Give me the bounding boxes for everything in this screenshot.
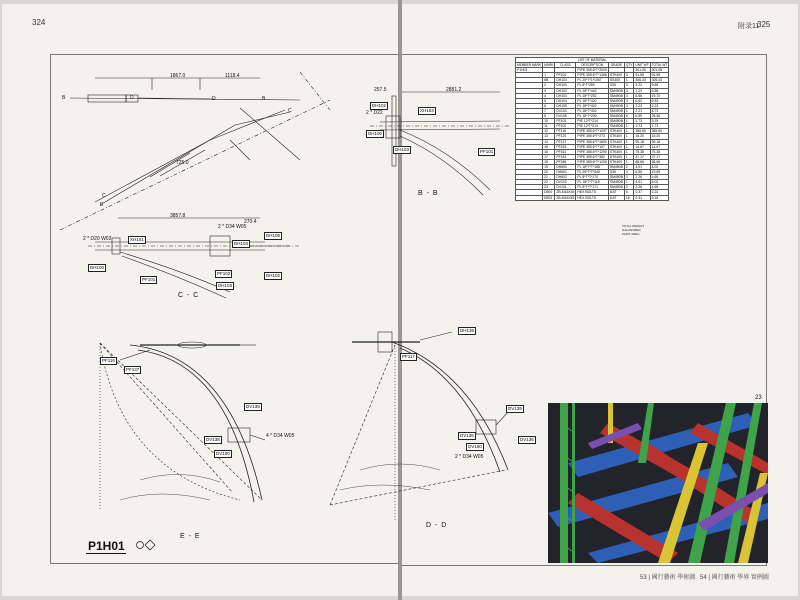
- bom-cell: 5: [543, 98, 555, 103]
- bom-cell: 75.38: [634, 149, 650, 154]
- steel-structure-3d-render: [548, 403, 768, 563]
- bolt-note-ee: 4 * D34 W05: [266, 433, 295, 439]
- bom-cell: PIPE 355.6*T*1205: [577, 159, 607, 164]
- bom-cell: 1: [624, 119, 634, 124]
- bom-cell: PF120: [555, 134, 576, 139]
- bom-cell: PL 8*T*T*170: [576, 175, 608, 180]
- bom-cell: S35: [608, 83, 624, 88]
- bom-cell: 16: [543, 149, 555, 154]
- bom-column-header: TOTAL WT: [651, 63, 668, 68]
- tag-dh102: DH102: [266, 273, 281, 278]
- bom-column-header: DESCRIPTION: [576, 63, 608, 68]
- tag-pf102: PF102: [217, 271, 231, 276]
- section-marker-c-left: C: [102, 193, 106, 199]
- bom-cell: SM490B: [609, 114, 623, 119]
- tag-bb-pf101: PF101: [480, 149, 494, 154]
- bolt-note-cc-1: 2 * D20 W02: [83, 236, 112, 242]
- bom-cell: 20: [543, 170, 555, 175]
- bom-cell: 355.50: [634, 129, 650, 134]
- bom-cell: DH104: [555, 98, 576, 103]
- tag-dd-pf117: PF117: [402, 354, 415, 359]
- bom-cell: [516, 195, 543, 200]
- bom-cell: 1: [624, 134, 634, 139]
- section-marker-e: E: [100, 202, 104, 208]
- bom-cell: 2.22: [650, 190, 669, 195]
- bom-cell: 1: [624, 139, 634, 144]
- bom-cell: 1: [624, 124, 634, 129]
- bom-cell: 355.50: [650, 129, 669, 134]
- bom-cell: PF137: [555, 139, 576, 144]
- bom-cell: 0.31: [634, 195, 650, 200]
- tag-dh100: DH100: [90, 265, 105, 270]
- bom-cell: 8: [543, 114, 555, 119]
- bom-note-galvanized: GALVANIZED: [622, 228, 641, 232]
- bom-cell: SM490B: [609, 124, 623, 129]
- bom-row: [516, 195, 669, 200]
- bom-cell: 1.73: [634, 119, 650, 124]
- bom-cell: 7: [543, 108, 555, 113]
- bom-body: [516, 68, 669, 200]
- tag-dd-dv139: DV139: [508, 406, 522, 411]
- bom-cell: 2.21: [634, 108, 650, 113]
- bom-cell: 26.36: [650, 114, 669, 119]
- bom-title: LIST OF MATERIAL: [516, 58, 669, 63]
- bom-cell: SM490B: [609, 88, 623, 93]
- tag-bb-xh103: XH103: [420, 108, 434, 113]
- bom-cell: PF186: [555, 159, 576, 164]
- bom-cell: STK400: [608, 159, 624, 164]
- section-marker-b-left: B: [62, 95, 66, 101]
- bom-cell: PF103: [555, 119, 576, 124]
- bom-cell: 1: [624, 78, 634, 83]
- bom-cell: 1: [624, 180, 634, 185]
- bom-cell: 9.18: [650, 195, 669, 200]
- bom-cell: 3: [624, 170, 634, 175]
- section-marker-d-right: D: [212, 96, 216, 102]
- bill-of-materials-table: [515, 57, 669, 201]
- bom-cell: PL 8*T*T*171: [576, 185, 608, 190]
- bom-cell: 3: [624, 83, 634, 88]
- bom-cell: 18: [543, 159, 555, 164]
- bom-cell: 6.52: [634, 98, 650, 103]
- tag-ee-dv139: DV139: [246, 404, 260, 409]
- bom-cell: 1.73: [650, 124, 669, 129]
- bom-cell: 37.17: [634, 154, 650, 159]
- bom-cell: ZB-M16X45: [556, 195, 575, 200]
- bom-cell: 16: [624, 195, 634, 200]
- bom-cell: PF153: [555, 144, 576, 149]
- bom-cell: 10: [543, 119, 555, 124]
- tag-bb-dh100: DH100: [368, 131, 383, 136]
- bom-cell: 2.26: [634, 185, 650, 190]
- render-graphic: [548, 403, 768, 563]
- bom-cell: PIPE 355.6*T*1690: [577, 139, 607, 144]
- bom-cell: 306.43: [634, 78, 650, 83]
- bom-cell: 1.73: [634, 124, 650, 129]
- section-title-dd: D - D: [426, 522, 448, 529]
- bom-cell: PL 8*T*280: [576, 83, 608, 88]
- bom-cell: 4.01: [634, 164, 650, 169]
- bom-cell: 1: [624, 154, 634, 159]
- bom-cell: 3: [624, 98, 634, 103]
- bom-cell: STK400: [608, 134, 624, 139]
- bom-cell: 3: [624, 88, 634, 93]
- bom-cell: M901: [543, 195, 555, 200]
- bom-cell: DH602: [555, 175, 576, 180]
- tag-ee-pf137: PF137: [126, 367, 140, 372]
- bom-cell: 99.18: [650, 139, 669, 144]
- right-page-number: 325: [757, 20, 771, 29]
- bom-cell: PF161: [555, 149, 576, 154]
- bom-cell: 2: [624, 185, 634, 190]
- tag-dd-dv100: DV100: [468, 444, 482, 449]
- tag-ee-dv100: DV100: [216, 451, 230, 456]
- bom-cell: 1: [624, 108, 634, 113]
- bom-cell: 6: [543, 103, 555, 108]
- bom-cell: PIPE 355.6*T*382: [576, 154, 608, 159]
- bom-cell: 0.37: [634, 190, 650, 195]
- bom-cell: PIPE 355.6*T*1306: [577, 73, 607, 78]
- bom-cell: PL 18*T*252: [576, 93, 608, 98]
- bom-cell: SM490B: [609, 98, 623, 103]
- bom-cell: DH104: [555, 78, 576, 83]
- bom-cell: STK400: [608, 144, 624, 149]
- bom-cell: 22: [543, 180, 555, 185]
- bom-cell: DV103: [555, 180, 576, 185]
- footer-left: 53 | 國行藝術 學術圖: [640, 575, 696, 581]
- footer-right: 54 | 國行藝術 學界 實例圖: [700, 575, 769, 581]
- bom-cell: 99.18: [634, 139, 650, 144]
- bom-cell: 14: [543, 139, 555, 144]
- bom-cell: 15.20: [650, 134, 669, 139]
- bom-cell: 3: [624, 73, 634, 78]
- bom-cell: PL 18*T*442: [576, 88, 608, 93]
- figure-number: 23: [755, 395, 762, 401]
- bom-cell: SM490B: [609, 164, 623, 169]
- bolt-note-cc-2: 2 * D34 W05: [218, 224, 247, 230]
- section-title-cc: C - C: [178, 292, 200, 299]
- bom-cell: PL 18*T*200: [576, 114, 608, 119]
- bom-cell: 14.67: [634, 144, 650, 149]
- bom-cell: SM490B: [609, 180, 623, 185]
- bom-cell: 91.55: [634, 73, 650, 78]
- bom-cell: 19: [543, 164, 555, 169]
- bom-cell: STK400: [608, 149, 624, 154]
- tag-dh103: DH103: [218, 283, 233, 288]
- bom-cell: 301.05: [634, 68, 650, 73]
- bom-cell: 1: [624, 129, 634, 134]
- bom-column-header: QTY: [625, 63, 633, 68]
- bom-cell: 37.17: [650, 154, 669, 159]
- bom-cell: 15: [543, 144, 555, 149]
- section-marker-c-right: C: [288, 108, 292, 114]
- bom-cell: D500: [543, 190, 555, 195]
- tag-dd-dh136: DH136: [460, 328, 475, 333]
- dimension-top-3: 725.0: [176, 160, 189, 166]
- bom-column-header: MEMBER MARK: [517, 63, 542, 68]
- bom-cell: P1H01: [516, 68, 543, 73]
- tag-pf101: PF101: [142, 277, 156, 282]
- bom-cell: 4.65: [650, 175, 669, 180]
- bom-cell: 1: [624, 159, 634, 164]
- bom-cell: 2: [543, 83, 555, 88]
- left-page-number: 324: [32, 18, 46, 27]
- tag-bb-dh103: DH103: [395, 147, 410, 152]
- drawing-id-underline: [86, 553, 126, 554]
- tag-xh101: XH101: [130, 237, 144, 242]
- drawing-id: P1H01: [88, 539, 125, 553]
- bom-cell: 2: [624, 164, 634, 169]
- bom-column-header: MARK: [544, 63, 554, 68]
- bom-cell: DH100: [555, 83, 576, 88]
- bom-cell: 1: [543, 73, 555, 78]
- bom-cell: 3: [624, 175, 634, 180]
- bom-cell: 8.02: [650, 164, 669, 169]
- bom-cell: PL 18*T*T*118: [576, 180, 608, 185]
- section-marker-d-left: D: [130, 95, 134, 101]
- bom-header-row: [516, 63, 669, 68]
- dimension-bb-1: 257.5: [374, 87, 387, 93]
- bom-cell: PIPE 355.6*T*2000: [577, 68, 607, 73]
- bom-column-header: GRADE: [608, 63, 624, 68]
- bom-cell: 5.19: [650, 119, 669, 124]
- bom-cell: 8.02: [650, 180, 669, 185]
- bom-cell: SS400: [608, 78, 624, 83]
- bom-cell: 2.26: [634, 175, 650, 180]
- section-marker-b-right: B: [262, 96, 266, 102]
- bom-cell: 12: [543, 129, 555, 134]
- bom-cell: 9.65: [650, 83, 669, 88]
- bom-cell: 2.23: [650, 103, 669, 108]
- bom-cell: HEX BOLTS: [576, 195, 608, 200]
- dimension-cc-1: 3857.8: [170, 213, 186, 219]
- tag-dh105: DH105: [266, 233, 281, 238]
- bom-cell: PF163: [555, 154, 576, 159]
- bom-cell: 8.8T: [608, 190, 624, 195]
- bom-note-total: TOTAL WEIGHT: [622, 224, 645, 228]
- bom-cell: 3.22: [634, 83, 650, 88]
- bom-cell: PL 18*T*T*185: [576, 164, 608, 169]
- bom-cell: 11: [543, 124, 555, 129]
- dimension-cc-2: 270.4: [244, 219, 257, 225]
- tag-ee-pf116: PF116: [102, 358, 115, 363]
- bom-cell: 4.65: [650, 185, 669, 190]
- bom-cell: 4.01: [634, 180, 650, 185]
- bom-cell: 6.56: [634, 170, 650, 175]
- bom-cell: 75.38: [650, 149, 669, 154]
- running-head: 附录11: [738, 23, 760, 30]
- dimension-top-1: 1867.0: [170, 73, 186, 79]
- bom-cell: PL 25*T*1*1067: [576, 78, 608, 83]
- bom-cell: 2.23: [634, 88, 650, 93]
- bom-column-header: UNIT WT: [635, 63, 649, 68]
- bom-cell: 3: [543, 88, 555, 93]
- bom-notes: [622, 224, 644, 236]
- bom-cell: 4: [543, 93, 555, 98]
- bom-column-header: CLASS: [555, 63, 576, 68]
- bom-cell: STK400: [608, 154, 624, 159]
- section-title-ee: E - E: [180, 533, 201, 540]
- bom-cell: PIE 12*T*214: [576, 119, 608, 124]
- bom-cell: 301.05: [650, 68, 669, 73]
- bom-cell: DH102: [555, 88, 576, 93]
- bom-cell: 6: [624, 114, 634, 119]
- bom-cell: DH105: [555, 103, 576, 108]
- bom-cell: 21: [543, 175, 555, 180]
- bom-note-paint: PAINT AREA: [622, 232, 640, 236]
- bom-cell: HEX BOLTS: [576, 190, 608, 195]
- bom-cell: DH103: [555, 93, 576, 98]
- bom-cell: PIE 12*T*214: [576, 124, 608, 129]
- bom-cell: PIPE 355.6*T*1290: [577, 149, 607, 154]
- bom-cell: 1: [624, 144, 634, 149]
- bom-cell: PL 25*T*T*545: [576, 170, 608, 175]
- bom-cell: 6B: [543, 78, 555, 83]
- bom-cell: PF102: [555, 124, 576, 129]
- bom-cell: 3: [624, 93, 634, 98]
- bom-cell: STK400: [608, 139, 624, 144]
- bom-cell: 8.73: [650, 108, 669, 113]
- dimension-top-2: 1118.4: [225, 73, 240, 79]
- bolt-note-bb: 2 * D22: [366, 110, 383, 116]
- bom-cell: 3: [624, 103, 634, 108]
- bom-cell: 19.69: [650, 170, 669, 175]
- bom-cell: PL 18*T*420: [576, 98, 608, 103]
- tag-ee-dv138: DV138: [206, 437, 220, 442]
- tag-dd-dv138: DV138: [460, 433, 474, 438]
- bom-cell: DH600: [555, 164, 576, 169]
- bom-cell: DV103: [555, 108, 576, 113]
- bom-cell: 13: [543, 134, 555, 139]
- bom-cell: S35: [608, 170, 624, 175]
- dimension-bb-2: 2881.2: [446, 87, 462, 93]
- section-title-bb: B - B: [418, 190, 439, 197]
- tag-bb-dh102: DH102: [372, 103, 387, 108]
- tag-dh104: DH104: [234, 241, 249, 246]
- bolt-note-dd: 2 * D34 W05: [455, 454, 484, 460]
- bom-cell: SM490B: [609, 93, 623, 98]
- bom-cell: STK400: [608, 129, 624, 134]
- bom-cell: SM490B: [609, 185, 623, 190]
- bom-cell: SM490B: [609, 119, 623, 124]
- bom-cell: SM490B: [609, 103, 623, 108]
- bom-cell: SM490B: [609, 175, 623, 180]
- bom-cell: 91.55: [650, 73, 669, 78]
- bom-cell: 68.66: [650, 159, 669, 164]
- bom-cell: 6.59: [634, 114, 650, 119]
- bom-cell: 6.52: [650, 98, 669, 103]
- bom-cell: PL 18*T*402: [576, 108, 608, 113]
- bom-cell: 15.20: [634, 134, 650, 139]
- bom-cell: 23: [543, 185, 555, 190]
- bom-cell: 8.8T: [608, 195, 624, 200]
- bom-cell: PIPE 355.6*T*1097: [577, 129, 607, 134]
- bom-cell: STK400: [608, 73, 624, 78]
- bom-cell: 19.70: [650, 93, 669, 98]
- bom-cell: DH601: [555, 170, 576, 175]
- bom-cell: ZB-M16X45: [556, 190, 575, 195]
- bom-cell: 1: [624, 149, 634, 154]
- tag-dd-dv136: DV136: [520, 437, 534, 442]
- bom-cell: 306.43: [650, 78, 669, 83]
- bom-cell: PL 18*T*402: [576, 103, 608, 108]
- bom-cell: 17: [543, 154, 555, 159]
- bom-cell: SM490B: [609, 108, 623, 113]
- bom-cell: PIPE 355.6*T*107: [576, 144, 608, 149]
- bom-cell: DV101: [555, 185, 576, 190]
- bom-cell: PF116: [555, 129, 576, 134]
- bom-cell: 68.66: [634, 159, 650, 164]
- bom-cell: 6.56: [634, 93, 650, 98]
- bom-cell: DV105: [555, 114, 576, 119]
- bom-cell: PIPE 355.6*T*273: [576, 134, 608, 139]
- bom-cell: PF102: [555, 73, 576, 78]
- bom-cell: 6: [624, 190, 634, 195]
- bom-cell: 6.58: [650, 88, 669, 93]
- bom-cell: 2.23: [634, 103, 650, 108]
- bom-cell: 14.67: [650, 144, 669, 149]
